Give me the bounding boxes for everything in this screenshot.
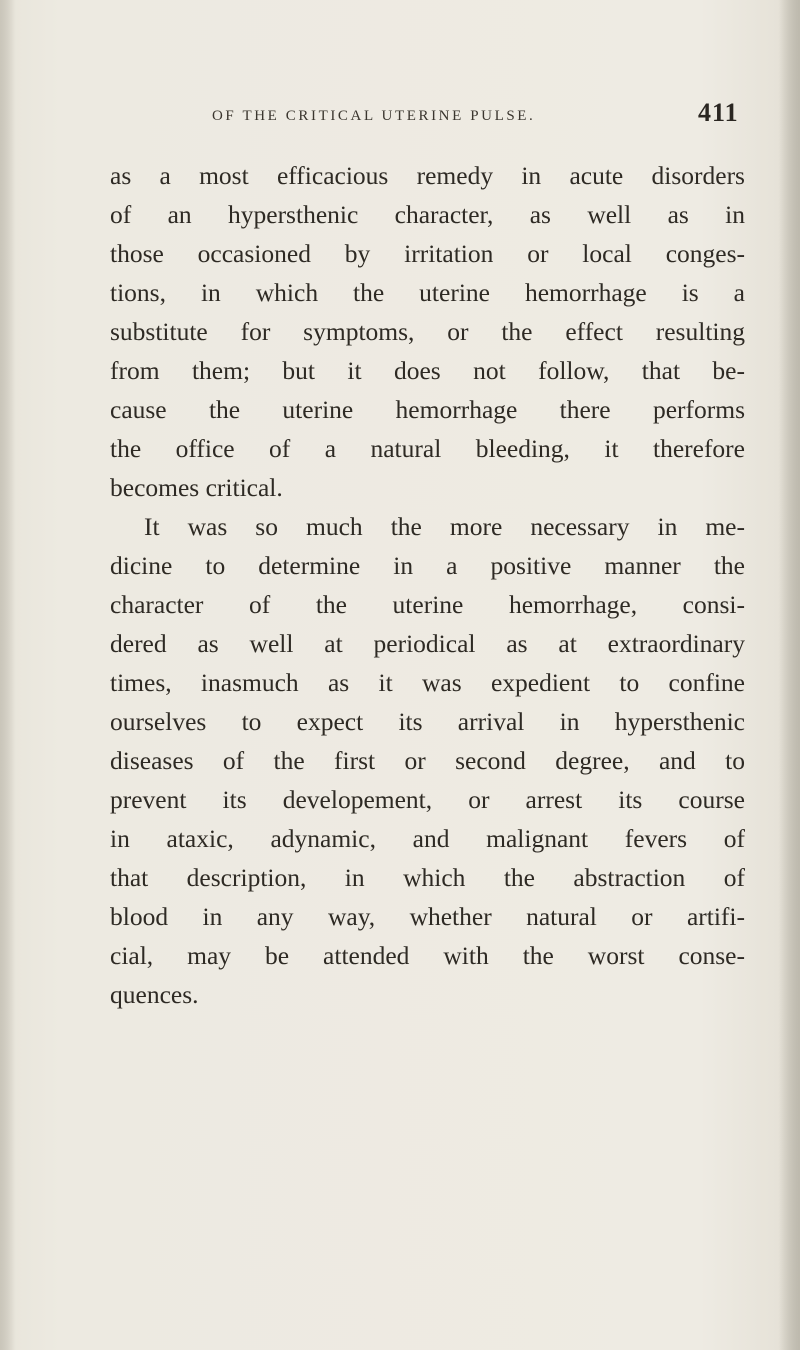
- text-line: from them; but it does not follow, that be-: [110, 356, 745, 385]
- running-head-title: OF THE CRITICAL UTERINE PULSE.: [212, 108, 536, 124]
- text-line: substitute for symptoms, or the effect resulting: [110, 317, 745, 346]
- text-line: that description, in which the abstraction of: [110, 863, 745, 892]
- text-line: as a most efficacious remedy in acute disorders: [110, 161, 745, 190]
- text-line: cial, may be attended with the worst conse-: [110, 941, 745, 970]
- text-line: dicine to determine in a positive manner the: [110, 551, 745, 580]
- text-line: character of the uterine hemorrhage, consi-: [110, 590, 745, 619]
- text-line: dered as well at periodical as at extraordinary: [110, 629, 745, 658]
- page-number: 411: [698, 98, 739, 127]
- text-line: ourselves to expect its arrival in hypersthenic: [110, 707, 745, 736]
- text-line: tions, in which the uterine hemorrhage is a: [110, 278, 745, 307]
- text-line: those occasioned by irritation or local conges-: [110, 239, 745, 268]
- text-line: times, inasmuch as it was expedient to confine: [110, 668, 745, 697]
- body-text: [110, 156, 745, 1014]
- text-line: in ataxic, adynamic, and malignant fevers of: [110, 824, 745, 853]
- text-line: quences.: [110, 980, 199, 1009]
- paragraph-2: [110, 507, 745, 1014]
- text-line: blood in any way, whether natural or artifi-: [110, 902, 745, 931]
- text-line: cause the uterine hemorrhage there performs: [110, 395, 745, 424]
- paragraph-1: [110, 156, 745, 507]
- text-line: prevent its developement, or arrest its course: [110, 785, 745, 814]
- text-line: the office of a natural bleeding, it therefore: [110, 434, 745, 463]
- text-line: becomes critical.: [110, 473, 283, 502]
- text-line: diseases of the first or second degree, and to: [110, 746, 745, 775]
- text-line: of an hypersthenic character, as well as in: [110, 200, 745, 229]
- running-head: [200, 96, 770, 136]
- text-line: It was so much the more necessary in me-: [144, 512, 745, 541]
